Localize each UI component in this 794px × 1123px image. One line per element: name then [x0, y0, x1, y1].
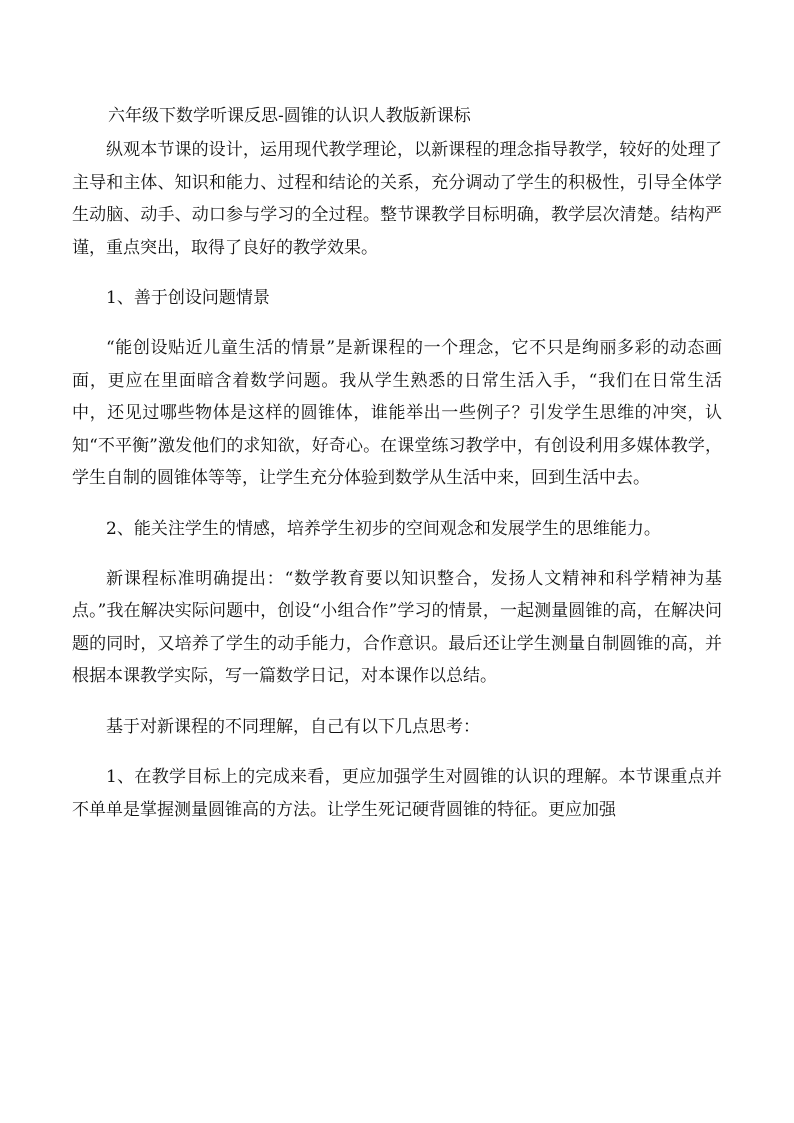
document-content	[72, 100, 722, 826]
section-2-heading: 2、能关注学生的情感，培养学生初步的空间观念和发展学生的思维能力。	[106, 518, 661, 539]
intro-paragraph: 纵观本节课的设计，运用现代教学理论，以新课程的理念指导教学，较好的处理了主导和主体、知识和能力、过程和结论的关系，充分调动了学生的积极性，引导全体学生动脑、动手、动口参与学习的全过程。整节课教学目标明确，教学层次清楚。结构严谨，重点突出，取得了良好的教学效果。	[72, 140, 722, 258]
section-1-paragraph: “能创设贴近儿童生活的情景”是新课程的一个理念，它不只是绚丽多彩的动态画面，更应在里面暗含着数学问题。我从学生熟悉的日常生活入手，“我们在日常生活中，还见过哪些物体是这样的圆锥体，谁能举出一些例子？引发学生思维的冲突，认知“不平衡”激发他们的求知欲，好奇心。在课堂练习教学中，有创设利用多媒体教学，学生自制的圆锥体等等，让学生充分体验到数学从生活中来，回到生活中去。	[72, 338, 722, 488]
reflection-point-1: 1、在教学目标上的完成来看，更应加强学生对圆锥的认识的理解。本节课重点并不单单是掌握测量圆锥高的方法。让学生死记硬背圆锥的特征。更应加强	[72, 767, 722, 820]
document-title: 六年级下数学听课反思-圆锥的认识人教版新课标	[108, 106, 471, 126]
section-2-paragraph: 新课程标准明确提出：“数学教育要以知识整合，发扬人文精神和科学精神为基点。”我在解决实际问题中，创设“小组合作”学习的情景，一起测量圆锥的高，在解决问题的同时，又培养了学生的动手能力，合作意识。最后还让学生测量自制圆锥的高，并根据本课教学实际，写一篇数学日记，对本课作以总结。	[72, 568, 722, 686]
reflection-intro: 基于对新课程的不同理解，自己有以下几点思考：	[106, 716, 480, 737]
section-1-heading: 1、善于创设问题情景	[106, 288, 270, 308]
